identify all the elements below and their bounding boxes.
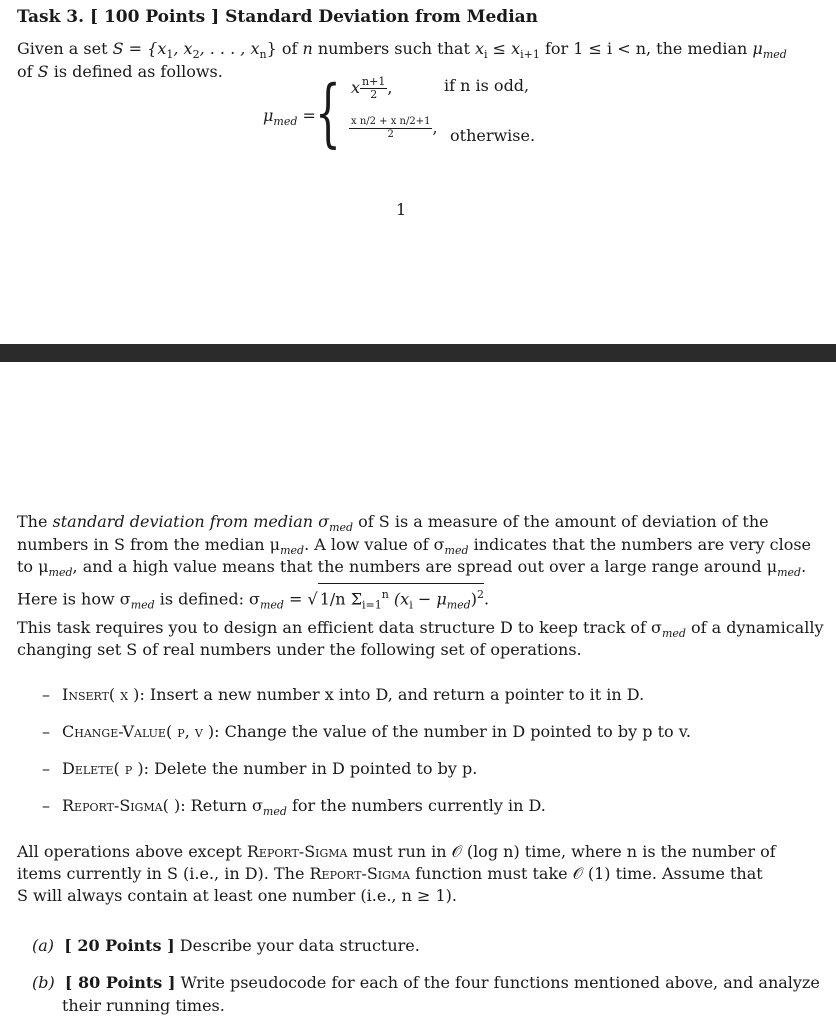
intro-var: n bbox=[302, 39, 313, 58]
para-text: = bbox=[283, 589, 308, 609]
bullet-dash: – bbox=[42, 759, 50, 778]
case-even-value bbox=[349, 116, 438, 141]
para-text: is defined: σ bbox=[154, 589, 260, 609]
intro-set: , x bbox=[173, 39, 193, 58]
bullet-dash: – bbox=[42, 722, 50, 741]
para-text: items currently in S (i.e., in D). The bbox=[17, 864, 310, 883]
sqrt-frac: 1/n Σ bbox=[319, 589, 363, 609]
op-name: Change-Value( p, v ) bbox=[62, 722, 215, 741]
intro-sub: i+1 bbox=[520, 48, 540, 62]
part-b-line-2: their running times. bbox=[62, 996, 225, 1015]
para-text: of a dynamically bbox=[685, 618, 824, 637]
op-name: Delete( p ) bbox=[62, 759, 144, 778]
sum-upper: n bbox=[381, 588, 389, 601]
para-text: to μ bbox=[17, 557, 49, 576]
square-exp: 2 bbox=[476, 588, 484, 601]
intro-var: ≤ x bbox=[487, 39, 521, 58]
para-text: Here is how σ bbox=[17, 589, 131, 609]
part-b bbox=[32, 972, 820, 994]
op-desc: : Return σ bbox=[180, 796, 263, 815]
lhs-equals: = bbox=[302, 106, 316, 125]
op-name: Insert( x ) bbox=[62, 685, 140, 704]
para-sub: med bbox=[48, 566, 73, 580]
case1-x: x bbox=[351, 78, 361, 97]
task-name: Standard Deviation from Median bbox=[225, 7, 539, 27]
para-sub: med bbox=[280, 544, 305, 558]
op-delete bbox=[42, 758, 477, 780]
para3-line-1 bbox=[17, 841, 817, 863]
para-emph: standard deviation from median bbox=[52, 512, 314, 531]
sqrt-body bbox=[318, 583, 484, 617]
intro-text: is defined as follows. bbox=[48, 62, 223, 81]
intro-sub: med bbox=[762, 48, 787, 62]
para-text: of S is a measure of the amount of deviation of the bbox=[353, 512, 769, 531]
para3-line-2 bbox=[17, 863, 817, 885]
sum-sub: med bbox=[446, 598, 471, 612]
op-change-value bbox=[42, 721, 691, 743]
intro-text: of bbox=[17, 62, 38, 81]
sum-term: (x bbox=[388, 589, 410, 609]
case2-den: 2 bbox=[387, 129, 394, 140]
intro-text: for 1 ≤ i < n, the median bbox=[539, 39, 753, 58]
median-lhs bbox=[263, 106, 316, 128]
task-points: [ 100 Points ] bbox=[89, 7, 220, 27]
task-title bbox=[17, 7, 538, 27]
para-text: function must take 𝒪 (1) time. Assume that bbox=[410, 864, 763, 883]
part-label: (b) bbox=[32, 973, 55, 992]
op-desc: : Insert a new number x into D, and return a pointer to it in D. bbox=[139, 685, 645, 704]
sum-term: ) bbox=[470, 589, 477, 609]
median-definition bbox=[263, 70, 563, 156]
sum-sub: i bbox=[409, 598, 413, 612]
case1-subscript-fraction bbox=[360, 76, 387, 101]
para-text: All operations above except bbox=[17, 842, 247, 861]
intro-sub: 1 bbox=[166, 48, 174, 62]
case1-comma: , bbox=[387, 78, 393, 97]
para-text: . A low value of σ bbox=[304, 535, 445, 554]
para-sub: med bbox=[329, 521, 354, 535]
intro-text: Given a set bbox=[17, 39, 113, 58]
para-smallcaps: Report-Sigma bbox=[309, 864, 411, 883]
para-sub: med bbox=[130, 598, 155, 612]
op-desc: : Delete the number in D pointed to by p. bbox=[143, 759, 478, 778]
para-text: The bbox=[17, 512, 53, 531]
para-text: . bbox=[483, 589, 490, 609]
intro-sub: i bbox=[484, 48, 488, 62]
case2-fraction bbox=[349, 116, 432, 141]
para-text: must run in 𝒪 (log n) time, where n is the number of bbox=[347, 842, 776, 861]
para-text: , and a high value means that the numbers are spread out over a large range around μ bbox=[72, 557, 778, 576]
part-text: Describe your data structure. bbox=[174, 936, 420, 955]
op-desc: : Change the value of the number in D pointed to by p to v. bbox=[214, 722, 691, 741]
part-points: [ 80 Points ] bbox=[64, 973, 176, 992]
part-a bbox=[32, 935, 420, 957]
part-label: (a) bbox=[32, 936, 55, 955]
bullet-dash: – bbox=[42, 685, 50, 704]
left-brace: { bbox=[315, 70, 341, 156]
sum-term: − μ bbox=[412, 589, 447, 609]
case2-num: x n/2 + x n/2+1 bbox=[351, 116, 431, 127]
para-sub: med bbox=[661, 627, 686, 641]
para-sigma: σ bbox=[313, 512, 330, 531]
part-text: Write pseudocode for each of the four functions mentioned above, and analyze bbox=[175, 973, 820, 992]
task-prefix: Task 3. bbox=[17, 7, 85, 27]
op-report-sigma bbox=[42, 795, 546, 823]
intro-var: S bbox=[37, 62, 49, 81]
op-sub: med bbox=[262, 805, 287, 819]
intro-sub: n bbox=[259, 48, 267, 62]
para1-line-3 bbox=[17, 556, 817, 584]
part-points: [ 20 Points ] bbox=[64, 936, 175, 955]
intro-mu: μ bbox=[752, 39, 763, 58]
intro-var: x bbox=[474, 39, 484, 58]
bullet-dash: – bbox=[42, 796, 50, 815]
page-number: 1 bbox=[396, 200, 407, 219]
page-break-bar bbox=[0, 344, 836, 362]
intro-set: , . . . , x bbox=[199, 39, 260, 58]
intro-set: S = {x bbox=[112, 39, 167, 58]
para-sub: med bbox=[259, 598, 284, 612]
case1-den: 2 bbox=[370, 88, 378, 101]
intro-text: } of bbox=[266, 39, 303, 58]
intro-text: numbers such that bbox=[312, 39, 475, 58]
case-odd-value bbox=[351, 76, 392, 101]
sqrt-sign: √ bbox=[307, 589, 318, 609]
op-name: Report-Sigma( ) bbox=[62, 796, 181, 815]
para-text: . bbox=[801, 557, 807, 576]
para1-line-4 bbox=[17, 583, 817, 617]
op-desc: for the numbers currently in D. bbox=[286, 796, 546, 815]
lhs-sub: med bbox=[273, 115, 298, 129]
case-even-condition: otherwise. bbox=[450, 126, 536, 145]
para3-line-3: S will always contain at least one number (i.e., n ≥ 1). bbox=[17, 886, 457, 905]
case1-num: n+1 bbox=[362, 75, 386, 88]
para-sub: med bbox=[777, 566, 802, 580]
para-smallcaps: Report-Sigma bbox=[246, 842, 348, 861]
sum-lower: i=1 bbox=[362, 598, 382, 612]
lhs-mu: μ bbox=[263, 106, 274, 125]
op-insert bbox=[42, 684, 644, 706]
para-text: numbers in S from the median μ bbox=[17, 535, 281, 554]
case2-comma: , bbox=[432, 118, 438, 137]
para-text: indicates that the numbers are very close bbox=[468, 535, 812, 554]
para2-line-2: changing set S of real numbers under the following set of operations. bbox=[17, 640, 582, 659]
intro-sub: 2 bbox=[192, 48, 200, 62]
para-text: This task requires you to design an efficient data structure D to keep track of σ bbox=[17, 618, 662, 637]
case-odd-condition: if n is odd, bbox=[444, 76, 530, 95]
para-sub: med bbox=[444, 544, 469, 558]
